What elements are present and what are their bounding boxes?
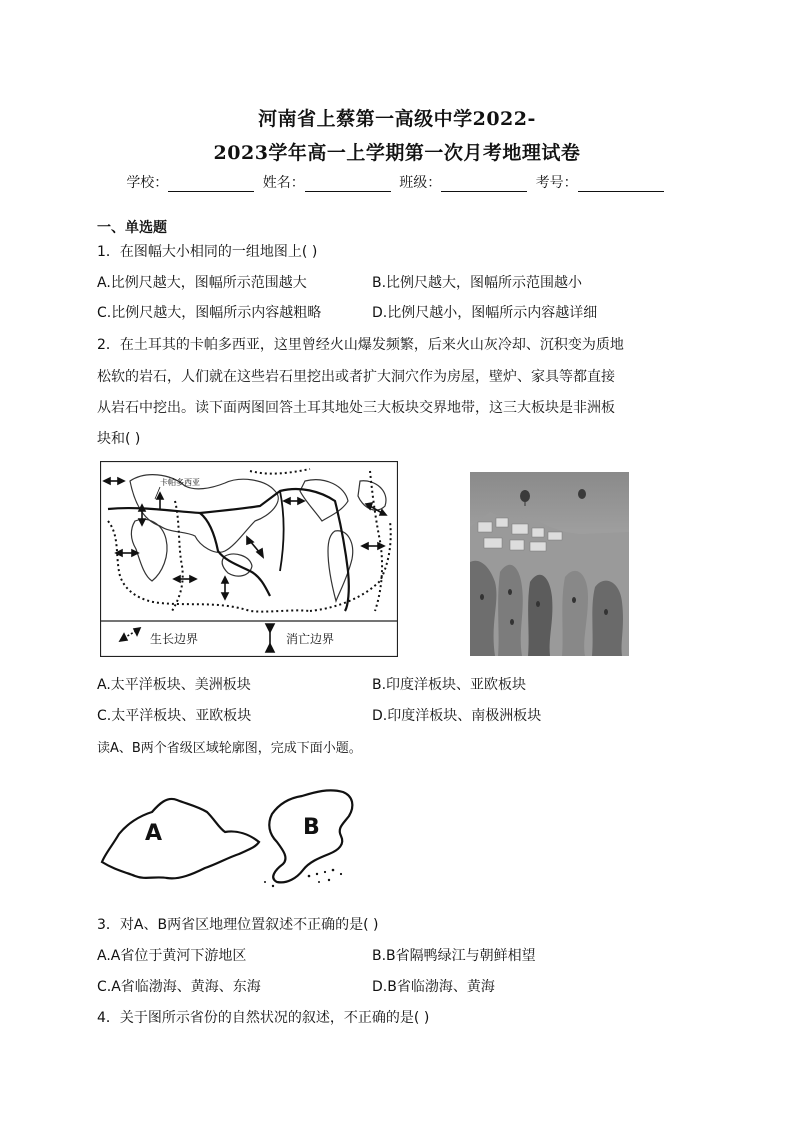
q2-stem-line2: 松软的岩石，人们就在这些岩石里挖出或者扩大洞穴作为房屋，壁炉、家具等都直接 — [97, 369, 615, 385]
q3-option-a[interactable]: A.A省位于黄河下游地区 — [97, 948, 247, 964]
province-outline-figure — [97, 784, 367, 896]
exam-no-label: 考号： — [535, 175, 578, 191]
exam-title-line2: 2023学年高一上学期第一次月考地理试卷 — [213, 142, 581, 164]
plate-map-figure — [100, 461, 398, 661]
cappadocia-photo — [470, 472, 629, 660]
legend-growth-boundary: 生长边界 — [150, 632, 199, 646]
exam-title-line1: 河南省上蔡第一高级中学2022- — [258, 108, 536, 130]
map-cappadocia-label: 卡帕多西亚 — [160, 478, 200, 487]
section-title: 一、单选题 — [97, 220, 167, 236]
school-blank[interactable] — [168, 177, 254, 192]
class-blank[interactable] — [441, 177, 527, 192]
q1-stem: 1．在图幅大小相同的一组地图上( ) — [97, 244, 318, 260]
q1-option-b[interactable]: B.比例尺越大，图幅所示范围越小 — [372, 275, 583, 291]
q2-option-c[interactable]: C.太平洋板块、亚欧板块 — [97, 708, 252, 724]
q4-stem: 4．关于图所示省份的自然状况的叙述，不正确的是( ) — [97, 1010, 430, 1026]
outline-label-a: A — [145, 821, 163, 846]
q2-option-a[interactable]: A.太平洋板块、美洲板块 — [97, 677, 251, 693]
student-info-row — [0, 172, 794, 192]
legend-subduction-boundary: 消亡边界 — [286, 632, 335, 646]
read-instruction: 读A、B两个省级区域轮廓图，完成下面小题。 — [97, 741, 362, 756]
exam-no-blank[interactable] — [578, 177, 664, 192]
q3-stem: 3．对A、B两省区地理位置叙述不正确的是( ) — [97, 917, 379, 933]
q1-option-a[interactable]: A.比例尺越大，图幅所示范围越大 — [97, 275, 307, 291]
outline-label-b: B — [303, 815, 320, 840]
school-label: 学校： — [126, 175, 169, 191]
q1-option-c[interactable]: C.比例尺越大，图幅所示内容越粗略 — [97, 305, 322, 321]
name-label: 姓名： — [262, 175, 305, 191]
q2-stem-line4: 块和( ) — [97, 431, 141, 447]
name-blank[interactable] — [305, 177, 391, 192]
q3-option-c[interactable]: C.A省临渤海、黄海、东海 — [97, 979, 261, 995]
q3-option-b[interactable]: B.B省隔鸭绿江与朝鲜相望 — [372, 948, 536, 964]
q2-option-b[interactable]: B.印度洋板块、亚欧板块 — [372, 677, 527, 693]
q3-option-d[interactable]: D.B省临渤海、黄海 — [372, 979, 495, 995]
q2-stem-line1: 2．在土耳其的卡帕多西亚，这里曾经火山爆发频繁，后来火山灰冷却、沉积变为质地 — [97, 337, 624, 353]
q2-stem-line3: 从岩石中挖出。读下面两图回答土耳其地处三大板块交界地带，这三大板块是非洲板 — [97, 400, 615, 416]
class-label: 班级： — [399, 175, 442, 191]
q1-option-d[interactable]: D.比例尺越小，图幅所示内容越详细 — [372, 305, 598, 321]
q2-option-d[interactable]: D.印度洋板块、南极洲板块 — [372, 708, 542, 724]
